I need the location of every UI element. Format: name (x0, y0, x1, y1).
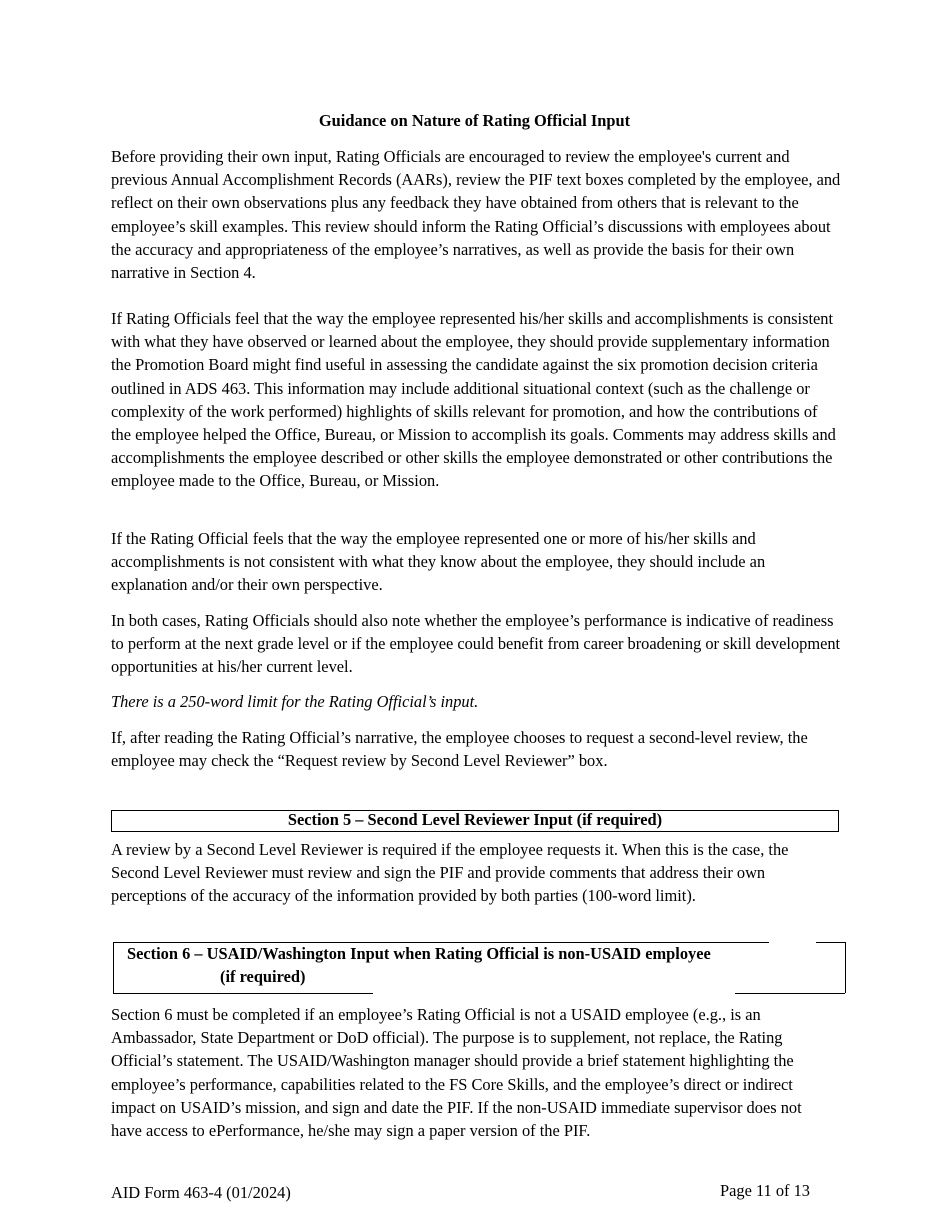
section5-title: Section 5 – Second Level Reviewer Input (if required) (287, 810, 663, 829)
page-number: Page 11 of 13 (720, 1181, 810, 1200)
section6-header-box (113, 942, 846, 993)
section6-body: Section 6 must be completed if an employee’s Rating Official is not a USAID employee (e.g., is an Ambassador, State Department or DoD official). The purpose is to supplement, not replace, the Rating Official’s statement. The USAID/Washington manager should provide a brief statement highlighting the employee’s performance, capabilities related to the FS Core Skills, and the employee’s direct or indirect impact on USAID’s mission, and sign and date the PIF. If the non-USAID immediate supervisor does not have access to ePerformance, he/she may sign a paper version of the PIF. (111, 1005, 802, 1141)
section5-header-box (111, 810, 839, 832)
section6-border-bottom-right (735, 993, 845, 994)
paragraph-inconsistent-case: If the Rating Official feels that the way the employee represented one or more of his/her skills and accomplishments is not consistent with what they know about the employee, they should include an explanation and/or their own perspective. (111, 529, 766, 595)
paragraph-second-level-request: If, after reading the Rating Official’s narrative, the employee chooses to request a second-level review, the employee may check the “Request review by Second Level Reviewer” box. (111, 728, 808, 771)
paragraph-consistent-case: If Rating Officials feel that the way the employee represented his/her skills and accomplishments is consistent with what they have observed or learned about the employee, they should provide supplementary information the Promotion Board might find useful in assessing the candidate against the six promotion decision criteria outlined in ADS 463. This information may include additional situational context (such as the challenge or complexity of the work performed) highlights of skills relevant for promotion, and how the contributions of the employee helped the Office, Bureau, or Mission to accomplish its goals. Comments may address skills and accomplishments the employee described or other skills the employee demonstrated or other contributions the employee made to the Office, Bureau, or Mission. (111, 309, 836, 491)
page-heading: Guidance on Nature of Rating Official Input (318, 111, 631, 130)
word-limit-note: There is a 250-word limit for the Rating Official’s input. (111, 692, 479, 711)
paragraph-readiness: In both cases, Rating Officials should also note whether the employee’s performance is indicative of readiness to perform at the next grade level or if the employee could benefit from career broadening or skill development opportunities at his/her current level. (111, 611, 841, 677)
section6-title-line1: Section 6 – USAID/Washington Input when Rating Official is non-USAID employee (127, 944, 711, 963)
form-id: AID Form 463-4 (01/2024) (111, 1183, 291, 1202)
section5-body: A review by a Second Level Reviewer is required if the employee requests it. When this is the case, the Second Level Reviewer must review and sign the PIF and provide comments that address their own perceptions of the accuracy of the information provided by both parties (100-word limit). (111, 840, 789, 906)
section6-border-bottom (113, 993, 373, 994)
section6-title-line2: (if required) (220, 967, 306, 986)
paragraph-review-guidance: Before providing their own input, Rating Officials are encouraged to review the employee's current and previous Annual Accomplishment Records (AARs), review the PIF text boxes completed by the employee, and reflect on their own observations plus any feedback they have obtained from others that is relevant to the employee’s skill examples. This review should inform the Rating Official’s discussions with employees about the accuracy and appropriateness of the employee’s narratives, as well as provide the basis for their own narrative in Section 4. (111, 147, 841, 283)
